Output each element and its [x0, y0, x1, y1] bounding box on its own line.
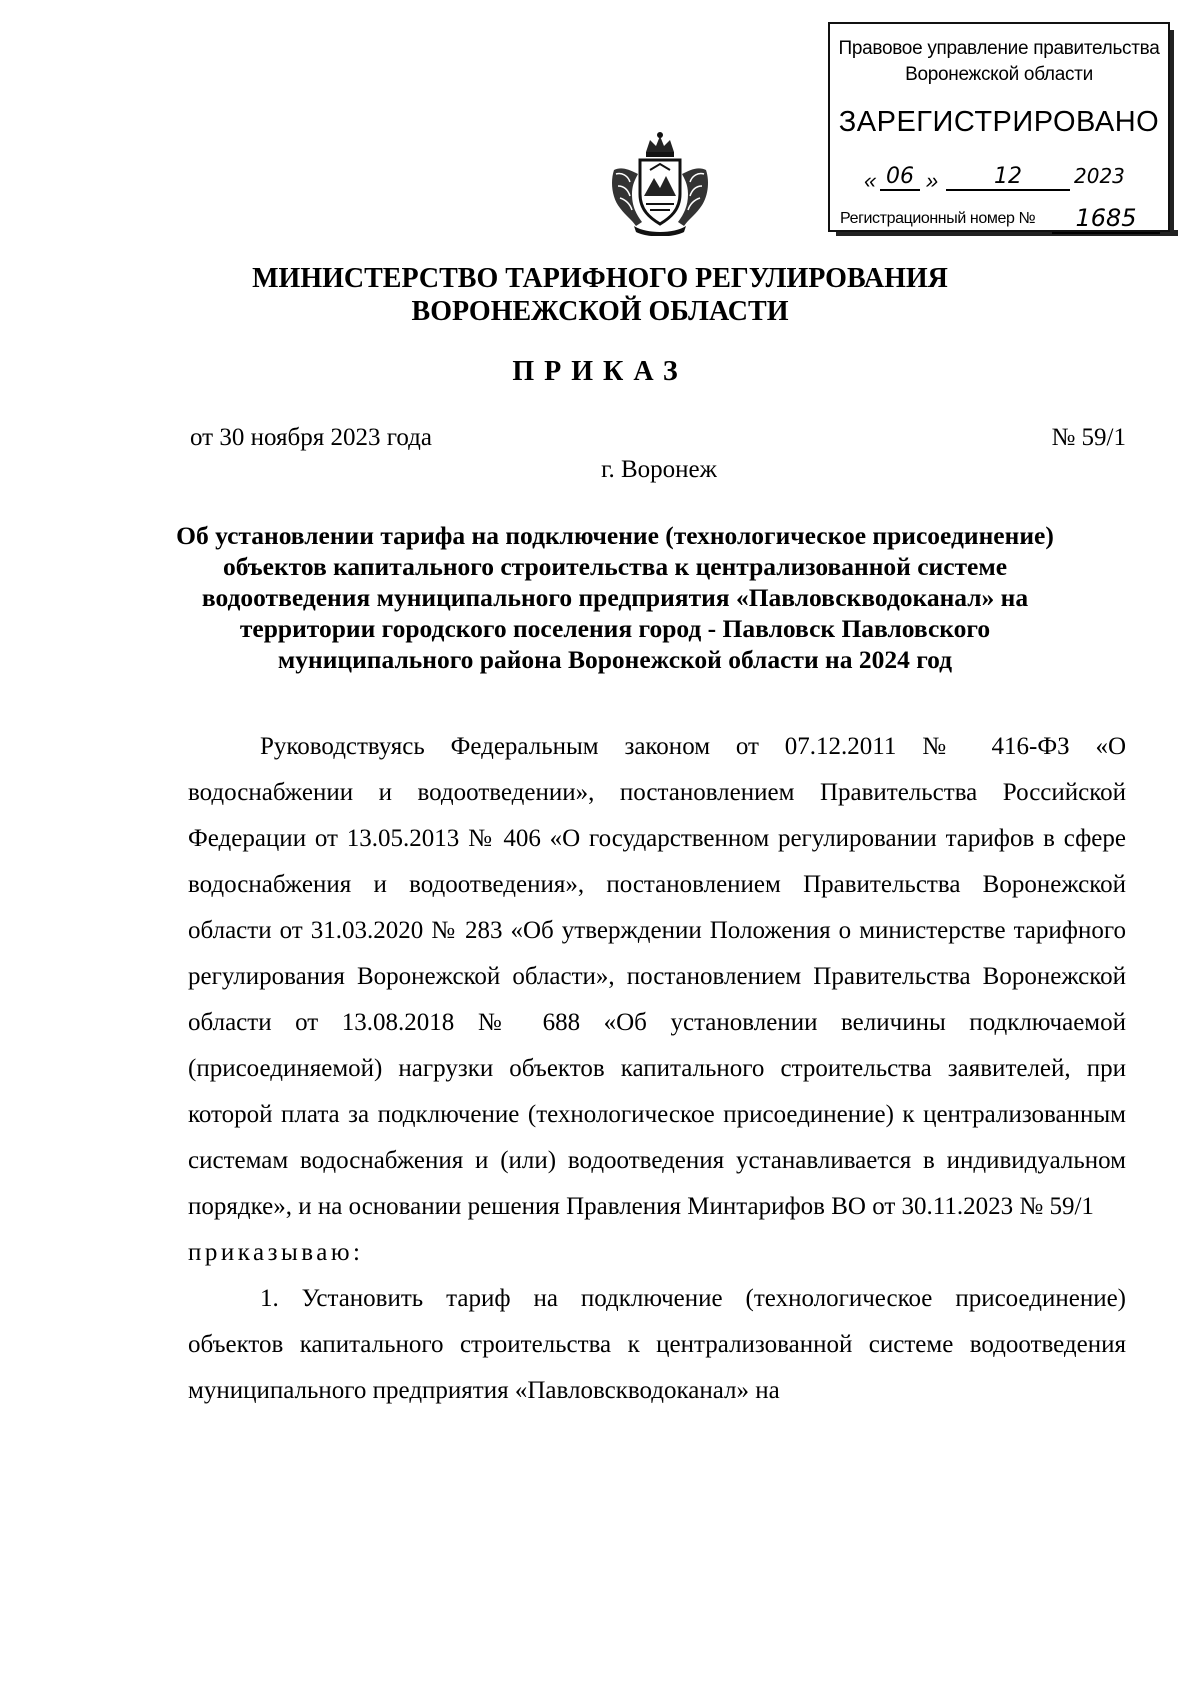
stamp-org [830, 36, 1168, 88]
order-city: г. Воронеж [601, 456, 717, 483]
stamp-quote-open: « [864, 168, 877, 193]
coat-of-arms-icon [606, 130, 714, 236]
stamp-month: 12 [946, 164, 1070, 191]
preamble-paragraph: Руководствуясь Федеральным законом от 07.12.2011 № 416-ФЗ «О водоснабжении и водоотведении», постановлением Правительства Российской Федерации от 13.05.2013 № 406 «О государственном регулировании тарифов в сфере водоснабжения и водоотведения», постановлением Правительства Воронежской области от 31.03.2020 № 283 «Об утверждении Положения о министерстве тарифного регулирования Воронежской области», постановлением Правительства Воронежской области от 13.08.2018 № 688 «Об установлении величины подключаемой (присоединяемой) нагрузки объектов капитального строительства заявителей, при которой плата за подключение (технологическое присоединение) к централизованным системам водоснабжения и (или) водоотведения устанавливается в индивидуальном порядке», и на основании решения Правления Минтарифов ВО от 30.11.2023 № 59/1 [188, 733, 1126, 1220]
stamp-date [864, 164, 1160, 194]
order-number: № 59/1 [1051, 424, 1126, 451]
stamp-reg-number [840, 204, 1160, 230]
stamp-year: 2023 [1074, 164, 1125, 188]
stamp-reg-number-label: Регистрационный номер № [840, 210, 1036, 227]
order-item-1: 1. Установить тариф на подключение (технологическое присоединение) объектов капитального строительства к централизованной системе водоотведения муниципального предприятия «Павловскводоканал» на [188, 1285, 1126, 1404]
stamp-registered-label: ЗАРЕГИСТРИРОВАНО [838, 106, 1160, 138]
stamp-org-line2: Воронежской области [905, 64, 1093, 85]
document-type: ПРИКАЗ [512, 356, 688, 387]
ministry-title-line2: ВОРОНЕЖСКОЙ ОБЛАСТИ [411, 296, 789, 327]
stamp-reg-number-value: 1685 [1052, 204, 1160, 234]
stamp-org-line1: Правовое управление правительства [838, 38, 1160, 59]
ministry-title-line1: МИНИСТЕРСТВО ТАРИФНОГО РЕГУЛИРОВАНИЯ [252, 263, 948, 294]
stamp-day: 06 [880, 164, 920, 191]
registration-stamp [828, 22, 1170, 232]
stamp-quote-close: » [926, 168, 939, 193]
order-date: от 30 ноября 2023 года [190, 424, 432, 451]
order-subject: Об установлении тарифа на подключение (технологическое присоединение) объектов капитального строительства к централизованной системе водоотведения муниципального предприятия «Павловскводоканал» на территории городского поселения город - Павловск Павловского муниципального района Воронежской области на 2024 год [176, 521, 1054, 674]
order-body [188, 724, 1126, 1414]
order-word: приказываю: [188, 1239, 364, 1266]
